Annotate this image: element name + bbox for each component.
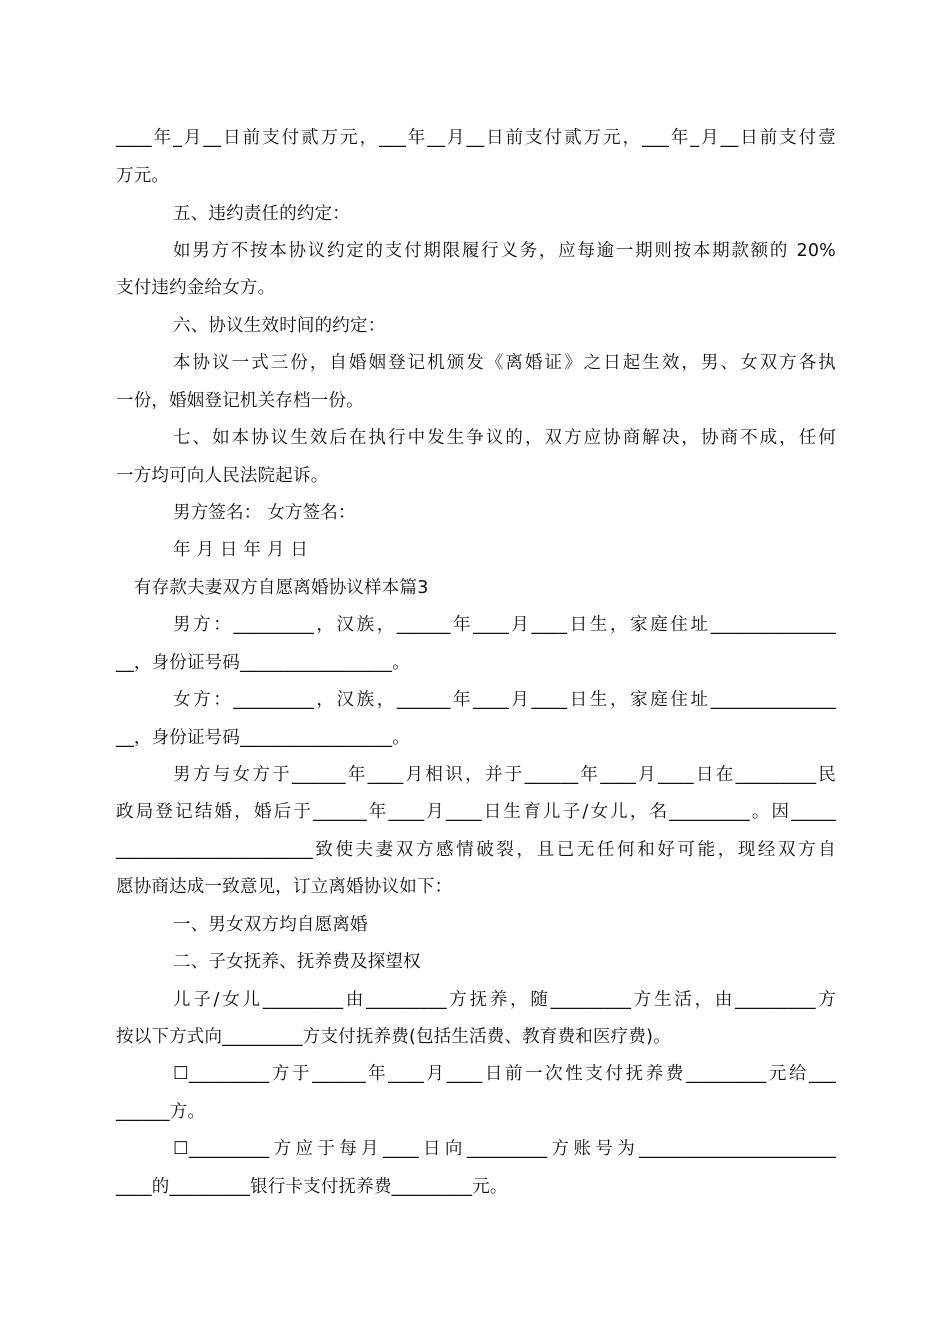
paragraph-line: 万元。 [116,166,170,186]
paragraph-line: 一份，婚姻登记机关存档一份。 [116,391,364,411]
section-heading: 六、协议生效时间的约定： [173,316,386,336]
paragraph-line: 男方与女方于______年____月相识，并于______年____月____日在_________民 [173,765,836,785]
checkbox-option-line: ☐_________方应于每月____日向_________方账号为______________________ [173,1139,836,1159]
section-heading: 五、违约责任的约定： [173,204,350,224]
paragraph-line: __，身份证号码_________________。 [116,653,410,673]
paragraph-line: ______________________致使夫妻双方感情破裂，且已无任何和好可能，现经双方自 [116,840,836,860]
section-heading: 二、子女抚养、抚养费及探望权 [173,952,421,972]
paragraph-line: 女方：_________，汉族，______年____月____日生，家庭住址______________ [173,690,836,710]
paragraph-line: 儿子/女儿_________由_________方抚养，随_________方生活，由_________方 [173,990,836,1010]
section-title: 有存款夫妻双方自愿离婚协议样本篇3 [134,578,429,598]
paragraph-line: ______方。 [116,1102,206,1122]
paragraph-line: 男方：_________，汉族，______年____月____日生，家庭住址______________ [173,615,836,635]
section-heading: 一、男女双方均自愿离婚 [173,915,368,935]
signature-line: 男方签名： 女方签名： [173,503,356,523]
paragraph-line: 如男方不按本协议约定的支付期限履行义务，应每逾一期则按本期款额的 20% [173,241,836,261]
paragraph-line: 按以下方式向_________方支付抚养费(包括生活费、教育费和医疗费)。 [116,1027,671,1047]
paragraph-line: 支付违约金给女方。 [116,278,276,298]
paragraph-line: 愿协商达成一致意见，订立离婚协议如下： [116,877,453,897]
paragraph-line: 七、如本协议生效后在执行中发生争议的，双方应协商解决，协商不成，任何 [173,428,836,448]
paragraph-line: ____年_月__日前支付贰万元，___年__月__日前支付贰万元，___年_月__日前支付壹 [116,128,836,148]
paragraph-line: 本协议一式三份，自婚姻登记机颁发《离婚证》之日起生效，男、女双方各执 [173,353,836,373]
paragraph-line: 政局登记结婚，婚后于______年____月____日生育儿子/女儿，名_________。因_____ [116,802,836,822]
paragraph-line: __，身份证号码_________________。 [116,728,410,748]
paragraph-line: 一方均可向人民法院起诉。 [116,466,329,486]
checkbox-option-line: ☐_________方于______年____月____日前一次性支付抚养费_________元给___ [173,1064,836,1084]
date-line: 年 月 日 年 月 日 [173,540,309,560]
paragraph-line: ____的_________银行卡支付抚养费_________元。 [116,1177,508,1197]
